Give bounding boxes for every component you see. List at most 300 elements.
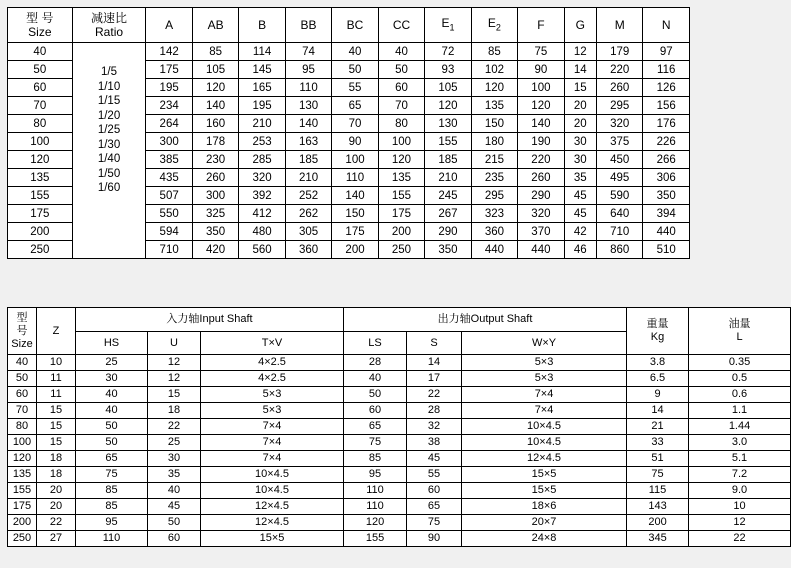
dim-value-cell: 226 <box>643 133 690 151</box>
shaft-cell: 3.0 <box>689 435 791 451</box>
shaft-cell: 0.6 <box>689 387 791 403</box>
dim-value-cell: 320 <box>518 205 564 223</box>
shaft-row <box>8 499 791 515</box>
dim-value-cell: 120 <box>471 79 517 97</box>
dim-value-cell: 560 <box>239 241 285 259</box>
dim-value-cell: 46 <box>564 241 596 259</box>
dim-value-cell: 14 <box>564 61 596 79</box>
dim-value-cell: 74 <box>285 43 331 61</box>
shaft-cell: 115 <box>627 483 689 499</box>
shaft-cell: 0.35 <box>689 355 791 371</box>
dim-value-cell: 392 <box>239 187 285 205</box>
shaft-cell: 65 <box>407 499 462 515</box>
dim-header-label: BC <box>346 18 364 32</box>
dim-value-cell: 640 <box>596 205 642 223</box>
shaft-cell: 15 <box>148 387 201 403</box>
dim-value-cell: 126 <box>643 79 690 97</box>
dim-size-cell: 50 <box>8 61 73 79</box>
size-header-cn: 型 号 <box>26 11 54 25</box>
shaft-cell: 5×3 <box>462 371 627 387</box>
dim-value-cell: 175 <box>332 223 378 241</box>
dim-value-cell: 85 <box>192 43 238 61</box>
shaft-cell: 65 <box>76 451 148 467</box>
dim-value-cell: 97 <box>643 43 690 61</box>
dim-value-cell: 100 <box>378 133 424 151</box>
shaft-cell: 1.44 <box>689 419 791 435</box>
shaft-cell: 3.8 <box>627 355 689 371</box>
shaft-cell: 12 <box>148 355 201 371</box>
shaft-cell: 45 <box>407 451 462 467</box>
shaft-cell: 7×4 <box>201 451 344 467</box>
shaft-cell: 50 <box>148 515 201 531</box>
dim-value-cell: 40 <box>332 43 378 61</box>
dim-size-cell: 40 <box>8 43 73 61</box>
dim-value-cell: 165 <box>239 79 285 97</box>
shaft-row <box>8 387 791 403</box>
shaft-cell: 50 <box>76 419 148 435</box>
shaft-cell: 15×5 <box>462 467 627 483</box>
dim-size-cell: 70 <box>8 97 73 115</box>
dim-value-cell: 710 <box>596 223 642 241</box>
shaft-cell: 33 <box>627 435 689 451</box>
dim-value-cell: 85 <box>471 43 517 61</box>
dim-header-label: CC <box>392 18 411 32</box>
s-header: S <box>407 332 462 355</box>
shaft-size-header-en: Size <box>11 337 33 350</box>
ratio-value: 1/25 <box>97 124 121 137</box>
output-shaft-header: 出力轴Output Shaft <box>344 308 627 332</box>
shaft-cell: 7×4 <box>462 403 627 419</box>
shaft-cell: 18 <box>148 403 201 419</box>
dim-value-cell: 110 <box>332 169 378 187</box>
shaft-cell: 10×4.5 <box>201 467 344 483</box>
dim-header-a <box>146 8 192 43</box>
dim-value-cell: 300 <box>192 187 238 205</box>
dim-value-cell: 175 <box>378 205 424 223</box>
shaft-cell: 5×3 <box>462 355 627 371</box>
shaft-cell: 75 <box>76 467 148 483</box>
dim-value-cell: 195 <box>146 79 192 97</box>
dim-value-cell: 20 <box>564 97 596 115</box>
dim-value-cell: 175 <box>146 61 192 79</box>
dim-value-cell: 40 <box>378 43 424 61</box>
shaft-cell: 25 <box>148 435 201 451</box>
size-header-en: Size <box>28 25 52 39</box>
dim-value-cell: 195 <box>239 97 285 115</box>
shaft-cell: 40 <box>76 403 148 419</box>
dim-value-cell: 185 <box>425 151 471 169</box>
dim-value-cell: 160 <box>192 115 238 133</box>
shaft-cell: 35 <box>148 467 201 483</box>
shaft-cell: 7×4 <box>201 435 344 451</box>
shaft-cell: 120 <box>344 515 407 531</box>
shaft-cell: 38 <box>407 435 462 451</box>
shaft-cell: 60 <box>344 403 407 419</box>
shaft-cell: 18 <box>37 451 76 467</box>
shaft-cell: 1.1 <box>689 403 791 419</box>
dim-value-cell: 135 <box>378 169 424 187</box>
dim-value-cell: 360 <box>471 223 517 241</box>
shaft-cell: 155 <box>344 531 407 547</box>
shaft-cell: 10 <box>689 499 791 515</box>
dim-value-cell: 15 <box>564 79 596 97</box>
dim-value-cell: 860 <box>596 241 642 259</box>
dim-value-cell: 250 <box>378 241 424 259</box>
dim-value-cell: 230 <box>192 151 238 169</box>
weight-header <box>627 308 689 355</box>
dim-value-cell: 105 <box>192 61 238 79</box>
dim-value-cell: 140 <box>332 187 378 205</box>
dim-value-cell: 295 <box>596 97 642 115</box>
shaft-cell: 9 <box>627 387 689 403</box>
shaft-cell: 65 <box>344 419 407 435</box>
shaft-cell: 20 <box>37 483 76 499</box>
dim-value-cell: 420 <box>192 241 238 259</box>
shaft-cell: 18 <box>37 467 76 483</box>
dim-value-cell: 210 <box>285 169 331 187</box>
dim-value-cell: 100 <box>518 79 564 97</box>
shaft-cell: 85 <box>344 451 407 467</box>
shaft-cell: 50 <box>344 387 407 403</box>
dim-value-cell: 290 <box>518 187 564 205</box>
dim-value-cell: 220 <box>596 61 642 79</box>
dim-value-cell: 264 <box>146 115 192 133</box>
dim-value-cell: 120 <box>518 97 564 115</box>
dimension-table <box>7 7 690 259</box>
shaft-row <box>8 435 791 451</box>
dim-row <box>8 43 690 61</box>
shaft-cell: 14 <box>407 355 462 371</box>
shaft-cell: 75 <box>627 467 689 483</box>
shaft-cell: 175 <box>8 499 37 515</box>
shaft-cell: 70 <box>8 403 37 419</box>
dim-value-cell: 72 <box>425 43 471 61</box>
shaft-cell: 10×4.5 <box>462 419 627 435</box>
shaft-cell: 12×4.5 <box>201 499 344 515</box>
dim-value-cell: 120 <box>192 79 238 97</box>
shaft-cell: 25 <box>76 355 148 371</box>
shaft-cell: 20×7 <box>462 515 627 531</box>
size-header <box>8 8 73 43</box>
dim-value-cell: 90 <box>518 61 564 79</box>
dim-size-cell: 250 <box>8 241 73 259</box>
dim-value-cell: 190 <box>518 133 564 151</box>
shaft-row <box>8 483 791 499</box>
shaft-cell: 51 <box>627 451 689 467</box>
dim-value-cell: 90 <box>332 133 378 151</box>
shaft-cell: 85 <box>76 483 148 499</box>
shaft-cell: 4×2.5 <box>201 355 344 371</box>
dim-value-cell: 135 <box>471 97 517 115</box>
dim-value-cell: 95 <box>285 61 331 79</box>
dim-size-cell: 155 <box>8 187 73 205</box>
shaft-cell: 6.5 <box>627 371 689 387</box>
shaft-cell: 110 <box>344 483 407 499</box>
shaft-cell: 7×4 <box>462 387 627 403</box>
dim-value-cell: 145 <box>239 61 285 79</box>
dim-value-cell: 200 <box>332 241 378 259</box>
shaft-cell: 12×4.5 <box>462 451 627 467</box>
shaft-cell: 0.5 <box>689 371 791 387</box>
shaft-row <box>8 371 791 387</box>
ratio-value: 1/50 <box>97 167 121 180</box>
shaft-cell: 15 <box>37 419 76 435</box>
shaft-cell: 120 <box>8 451 37 467</box>
ratio-header-en: Ratio <box>95 25 124 39</box>
shaft-cell: 12 <box>689 515 791 531</box>
input-shaft-header: 入力轴Input Shaft <box>76 308 344 332</box>
shaft-cell: 7.2 <box>689 467 791 483</box>
dim-header-n <box>643 8 690 43</box>
dim-value-cell: 100 <box>332 151 378 169</box>
shaft-cell: 100 <box>8 435 37 451</box>
shaft-row <box>8 515 791 531</box>
dim-value-cell: 130 <box>425 115 471 133</box>
dim-value-cell: 42 <box>564 223 596 241</box>
shaft-cell: 22 <box>689 531 791 547</box>
dim-header-label: E <box>487 15 496 30</box>
dim-value-cell: 320 <box>596 115 642 133</box>
dim-value-cell: 252 <box>285 187 331 205</box>
shaft-cell: 4×2.5 <box>201 371 344 387</box>
dim-value-cell: 75 <box>518 43 564 61</box>
dim-value-cell: 105 <box>425 79 471 97</box>
dim-value-cell: 285 <box>239 151 285 169</box>
ratio-value: 1/15 <box>97 95 121 108</box>
dim-header-label: N <box>661 18 671 32</box>
txv-header: T×V <box>201 332 344 355</box>
dim-value-cell: 450 <box>596 151 642 169</box>
dim-value-cell: 30 <box>564 133 596 151</box>
dim-header-subscript: 2 <box>495 22 501 33</box>
weight-header-en: Kg <box>650 331 665 343</box>
shaft-cell: 14 <box>627 403 689 419</box>
z-header: Z <box>37 308 76 355</box>
dim-value-cell: 179 <box>596 43 642 61</box>
shaft-row <box>8 467 791 483</box>
dim-value-cell: 70 <box>378 97 424 115</box>
dim-value-cell: 267 <box>425 205 471 223</box>
shaft-size-header <box>8 308 37 355</box>
dim-value-cell: 30 <box>564 151 596 169</box>
dim-value-cell: 440 <box>518 241 564 259</box>
shaft-header-row-1 <box>8 308 791 332</box>
dim-value-cell: 140 <box>285 115 331 133</box>
dim-value-cell: 350 <box>192 223 238 241</box>
dim-value-cell: 590 <box>596 187 642 205</box>
shaft-cell: 5×3 <box>201 403 344 419</box>
dim-header-ab <box>192 8 238 43</box>
shaft-table <box>7 307 791 547</box>
shaft-size-header-cn2: 号 <box>16 324 28 337</box>
dim-header-label: BB <box>300 18 317 32</box>
dim-value-cell: 260 <box>192 169 238 187</box>
dim-header-label: F <box>537 18 545 32</box>
shaft-cell: 75 <box>344 435 407 451</box>
shaft-row <box>8 355 791 371</box>
dim-value-cell: 20 <box>564 115 596 133</box>
shaft-cell: 85 <box>76 499 148 515</box>
shaft-cell: 345 <box>627 531 689 547</box>
dim-value-cell: 70 <box>332 115 378 133</box>
shaft-cell: 15 <box>37 403 76 419</box>
dim-value-cell: 156 <box>643 97 690 115</box>
dim-value-cell: 150 <box>471 115 517 133</box>
dim-header-subscript: 1 <box>449 22 455 33</box>
dim-value-cell: 394 <box>643 205 690 223</box>
ratio-cell <box>72 43 146 259</box>
dim-header-e1 <box>425 8 471 43</box>
shaft-cell: 11 <box>37 387 76 403</box>
shaft-cell: 15×5 <box>201 531 344 547</box>
shaft-cell: 155 <box>8 483 37 499</box>
dim-value-cell: 12 <box>564 43 596 61</box>
dim-value-cell: 50 <box>378 61 424 79</box>
shaft-cell: 60 <box>148 531 201 547</box>
shaft-cell: 55 <box>407 467 462 483</box>
weight-header-cn: 重量 <box>646 318 669 330</box>
shaft-cell: 5×3 <box>201 387 344 403</box>
shaft-cell: 15×5 <box>462 483 627 499</box>
oil-header-en: L <box>736 331 743 343</box>
dim-header-label: M <box>614 18 625 32</box>
shaft-cell: 143 <box>627 499 689 515</box>
shaft-cell: 12 <box>148 371 201 387</box>
shaft-cell: 250 <box>8 531 37 547</box>
dim-value-cell: 200 <box>378 223 424 241</box>
ratio-value: 1/30 <box>97 138 121 151</box>
u-header: U <box>148 332 201 355</box>
shaft-cell: 110 <box>76 531 148 547</box>
ratio-value: 1/5 <box>101 66 118 79</box>
dim-value-cell: 323 <box>471 205 517 223</box>
shaft-cell: 40 <box>148 483 201 499</box>
shaft-row <box>8 403 791 419</box>
shaft-cell: 24×8 <box>462 531 627 547</box>
dim-value-cell: 510 <box>643 241 690 259</box>
shaft-cell: 32 <box>407 419 462 435</box>
shaft-cell: 80 <box>8 419 37 435</box>
dim-header-g <box>564 8 596 43</box>
dim-value-cell: 325 <box>192 205 238 223</box>
dim-value-cell: 370 <box>518 223 564 241</box>
dim-header-cc <box>378 8 424 43</box>
shaft-cell: 95 <box>76 515 148 531</box>
dim-value-cell: 45 <box>564 205 596 223</box>
dim-value-cell: 260 <box>518 169 564 187</box>
dim-value-cell: 385 <box>146 151 192 169</box>
dim-value-cell: 234 <box>146 97 192 115</box>
dim-value-cell: 120 <box>425 97 471 115</box>
dim-value-cell: 178 <box>192 133 238 151</box>
shaft-cell: 60 <box>8 387 37 403</box>
oil-header <box>689 308 791 355</box>
dim-value-cell: 412 <box>239 205 285 223</box>
dim-header-label: A <box>165 18 174 32</box>
dim-value-cell: 155 <box>378 187 424 205</box>
shaft-cell: 7×4 <box>201 419 344 435</box>
dim-header-m <box>596 8 642 43</box>
dim-value-cell: 253 <box>239 133 285 151</box>
dim-value-cell: 155 <box>425 133 471 151</box>
shaft-cell: 90 <box>407 531 462 547</box>
dim-size-cell: 200 <box>8 223 73 241</box>
shaft-cell: 17 <box>407 371 462 387</box>
dim-header-bc <box>332 8 378 43</box>
dim-value-cell: 594 <box>146 223 192 241</box>
dim-value-cell: 180 <box>471 133 517 151</box>
dim-value-cell: 116 <box>643 61 690 79</box>
shaft-cell: 18×6 <box>462 499 627 515</box>
dim-value-cell: 262 <box>285 205 331 223</box>
shaft-cell: 21 <box>627 419 689 435</box>
dim-value-cell: 245 <box>425 187 471 205</box>
dim-value-cell: 495 <box>596 169 642 187</box>
dim-size-cell: 60 <box>8 79 73 97</box>
shaft-cell: 60 <box>407 483 462 499</box>
shaft-row <box>8 451 791 467</box>
ratio-value: 1/60 <box>97 182 121 195</box>
shaft-cell: 28 <box>344 355 407 371</box>
dim-size-cell: 175 <box>8 205 73 223</box>
ratio-header <box>72 8 146 43</box>
shaft-cell: 27 <box>37 531 76 547</box>
dim-value-cell: 360 <box>285 241 331 259</box>
shaft-cell: 40 <box>8 355 37 371</box>
dim-value-cell: 130 <box>285 97 331 115</box>
dim-value-cell: 305 <box>285 223 331 241</box>
wxy-header: W×Y <box>462 332 627 355</box>
shaft-cell: 22 <box>148 419 201 435</box>
shaft-cell: 10 <box>37 355 76 371</box>
ratio-value: 1/10 <box>97 80 121 93</box>
dim-value-cell: 550 <box>146 205 192 223</box>
dim-header-label: G <box>575 18 585 32</box>
dim-value-cell: 50 <box>332 61 378 79</box>
shaft-row <box>8 531 791 547</box>
ratio-value: 1/40 <box>97 153 121 166</box>
shaft-cell: 28 <box>407 403 462 419</box>
ls-header: LS <box>344 332 407 355</box>
shaft-cell: 11 <box>37 371 76 387</box>
dimension-header-row <box>8 8 690 43</box>
dim-value-cell: 435 <box>146 169 192 187</box>
shaft-cell: 22 <box>407 387 462 403</box>
dim-value-cell: 295 <box>471 187 517 205</box>
shaft-cell: 10×4.5 <box>201 483 344 499</box>
shaft-cell: 200 <box>8 515 37 531</box>
shaft-cell: 40 <box>76 387 148 403</box>
ratio-header-cn: 减速比 <box>91 11 128 25</box>
dim-value-cell: 150 <box>332 205 378 223</box>
dim-header-label: AB <box>207 18 224 32</box>
dim-value-cell: 306 <box>643 169 690 187</box>
dim-value-cell: 507 <box>146 187 192 205</box>
shaft-cell: 30 <box>76 371 148 387</box>
dim-value-cell: 185 <box>285 151 331 169</box>
dim-header-bb <box>285 8 331 43</box>
dim-value-cell: 290 <box>425 223 471 241</box>
shaft-cell: 200 <box>627 515 689 531</box>
dim-header-label: E <box>441 15 450 30</box>
shaft-cell: 30 <box>148 451 201 467</box>
dim-value-cell: 102 <box>471 61 517 79</box>
dim-header-label: B <box>258 18 267 32</box>
dim-value-cell: 235 <box>471 169 517 187</box>
shaft-cell: 10×4.5 <box>462 435 627 451</box>
dim-value-cell: 300 <box>146 133 192 151</box>
dim-size-cell: 120 <box>8 151 73 169</box>
